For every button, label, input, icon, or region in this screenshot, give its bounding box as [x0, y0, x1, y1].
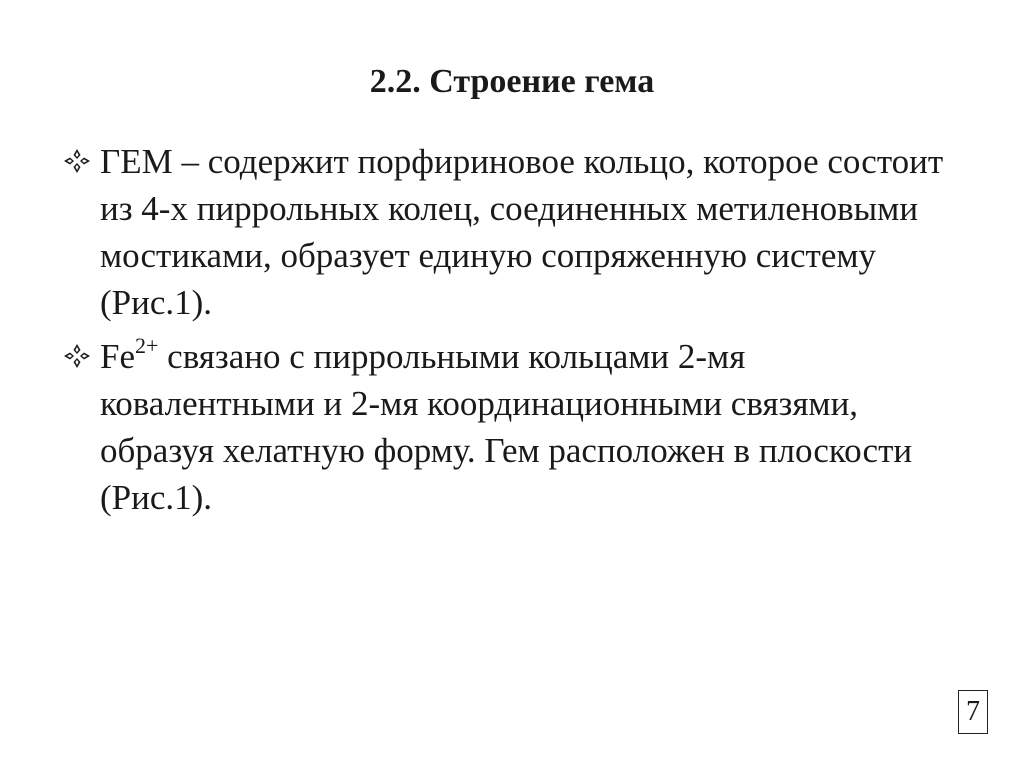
bullet-text: связано с пиррольными кольцами 2-мя ковалентными и 2-мя координационными связями, образуя хелатную форму. Гем расположен в плоскости (Рис.1). — [100, 337, 913, 517]
slide-title: 2.2. Строение гема — [369, 63, 655, 100]
bullet-item-iron — [62, 333, 962, 521]
element-symbol: Fe — [100, 337, 135, 376]
ion-charge: 2+ — [135, 333, 159, 359]
diamond-flourish-icon — [62, 343, 92, 369]
bullet-item-heme — [62, 138, 962, 326]
page-number: 7 — [958, 690, 988, 734]
bullet-list — [62, 138, 962, 528]
diamond-flourish-icon — [62, 148, 92, 174]
bullet-text: ГЕМ – содержит порфириновое кольцо, которое состоит из 4-х пиррольных колец, соединенных метиленовыми мостиками, образует единую сопряженную систему (Рис.1). — [100, 142, 944, 322]
